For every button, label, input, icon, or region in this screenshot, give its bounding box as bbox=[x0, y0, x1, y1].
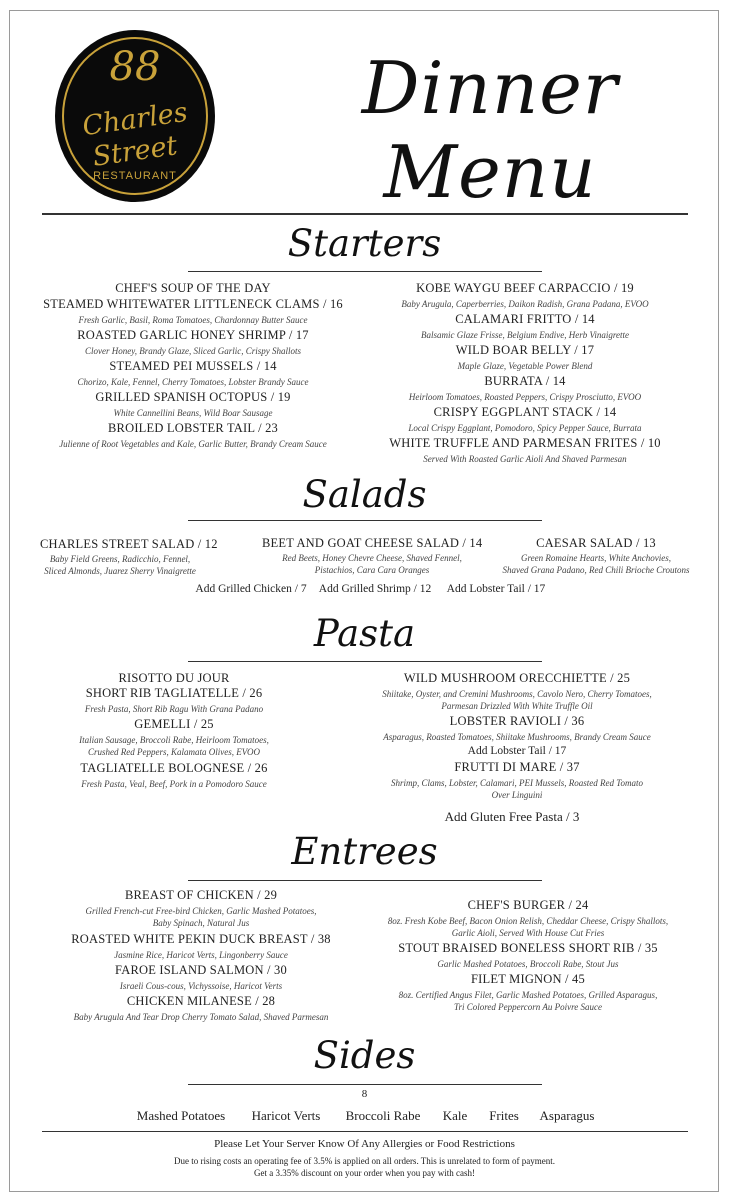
side-item: Haricot Verts bbox=[251, 1108, 321, 1123]
starter-item-name: BROILED LOBSTER TAIL / 23 bbox=[108, 421, 278, 435]
footer-divider bbox=[42, 1131, 688, 1132]
cash-discount-notice: Get a 3.35% discount on your order when you pay with cash! bbox=[254, 1168, 475, 1178]
entree-item-desc: Garlic Aioli, Served With House Cut Fries bbox=[451, 928, 605, 938]
entrees-divider bbox=[188, 880, 542, 881]
entree-item-desc: Grilled French-cut Free-bird Chicken, Garlic Mashed Potatoes, bbox=[85, 906, 317, 916]
entree-item-desc: 8oz. Certified Angus Filet, Garlic Mashed Potatoes, Grilled Asparagus, bbox=[398, 990, 658, 1000]
starter-item-desc: Heirloom Tomatoes, Roasted Peppers, Crispy Prosciutto, EVOO bbox=[408, 392, 642, 402]
salad-item-desc: Green Romaine Hearts, White Anchovies, bbox=[521, 553, 671, 563]
salad-item-name: BEET AND GOAT CHEESE SALAD / 14 bbox=[262, 536, 483, 550]
entree-item-desc: Israeli Cous-cous, Vichyssoise, Haricot Verts bbox=[119, 981, 283, 991]
pasta-item-desc: Asparagus, Roasted Tomatoes, Shiitake Mushrooms, Brandy Cream Sauce bbox=[383, 732, 651, 742]
salads-heading: Salads bbox=[302, 473, 427, 516]
menu-title: Dinner Menu bbox=[361, 46, 619, 214]
entree-item-name: FILET MIGNON / 45 bbox=[471, 972, 585, 986]
starters-heading: Starters bbox=[287, 222, 442, 265]
pasta-item-desc: Crushed Red Peppers, Kalamata Olives, EVOO bbox=[88, 747, 260, 757]
salad-item-desc: Sliced Almonds, Juarez Sherry Vinaigrette bbox=[44, 566, 196, 576]
starter-item-name: BURRATA / 14 bbox=[484, 374, 566, 388]
pasta-item-name: GEMELLI / 25 bbox=[134, 717, 214, 731]
side-item: Broccoli Rabe bbox=[345, 1108, 421, 1123]
starter-item-desc: White Cannellini Beans, Wild Boar Sausage bbox=[113, 408, 273, 418]
pasta-divider bbox=[188, 661, 542, 662]
entree-item-name: FAROE ISLAND SALMON / 30 bbox=[115, 963, 287, 977]
salad-item-desc: Shaved Grana Padano, Red Chili Brioche Croutons bbox=[502, 565, 690, 575]
entree-item-desc: Baby Arugula And Tear Drop Cherry Tomato Salad, Shaved Parmesan bbox=[73, 1012, 329, 1022]
starter-item-desc: Baby Arugula, Caperberries, Daikon Radish, Grana Padana, EVOO bbox=[401, 299, 649, 309]
starter-item-name: WILD BOAR BELLY / 17 bbox=[455, 343, 595, 357]
side-item: Mashed Potatoes bbox=[136, 1108, 226, 1123]
starters-divider bbox=[188, 271, 542, 272]
pasta-item-name: RISOTTO DU JOUR bbox=[118, 671, 230, 685]
starter-item-desc: Balsamic Glaze Frisse, Belgium Endive, Herb Vinaigrette bbox=[421, 330, 629, 340]
pasta-item-name: SHORT RIB TAGLIATELLE / 26 bbox=[85, 686, 263, 700]
operating-fee-notice: Due to rising costs an operating fee of 3.5% is applied on all orders. This is unrelated to form of payment. bbox=[174, 1156, 555, 1166]
starter-item-desc: Fresh Garlic, Basil, Roma Tomatoes, Chardonnay Butter Sauce bbox=[78, 315, 308, 325]
salad-item-desc: Red Beets, Honey Chevre Cheese, Shaved Fennel, bbox=[282, 553, 462, 563]
entree-item-name: STOUT BRAISED BONELESS SHORT RIB / 35 bbox=[398, 941, 658, 955]
entrees-heading: Entrees bbox=[291, 830, 438, 873]
pasta-heading: Pasta bbox=[313, 612, 416, 655]
starter-item-name: STEAMED PEI MUSSELS / 14 bbox=[109, 359, 277, 373]
starter-item-desc: Maple Glaze, Vegetable Power Blend bbox=[457, 361, 593, 371]
starter-item-name: CRISPY EGGPLANT STACK / 14 bbox=[433, 405, 617, 419]
side-item: Frites bbox=[489, 1108, 519, 1123]
sides-divider bbox=[188, 1084, 542, 1085]
salad-addon: Add Lobster Tail / 17 bbox=[446, 583, 546, 595]
title-divider bbox=[42, 213, 688, 215]
restaurant-logo bbox=[55, 30, 215, 202]
entree-item-name: ROASTED WHITE PEKIN DUCK BREAST / 38 bbox=[71, 932, 331, 946]
starter-item-name: CHEF'S SOUP OF THE DAY bbox=[115, 281, 271, 295]
starter-item-name: ROASTED GARLIC HONEY SHRIMP / 17 bbox=[77, 328, 309, 342]
salad-addon: Add Grilled Chicken / 7 bbox=[195, 583, 307, 595]
starter-item-name: WHITE TRUFFLE AND PARMESAN FRITES / 10 bbox=[389, 436, 661, 450]
pasta-item-desc: Over Linguini bbox=[491, 790, 543, 800]
pasta-item-desc: Parmesan Drizzled With White Truffle Oil bbox=[441, 701, 593, 711]
side-item: Kale bbox=[442, 1108, 468, 1123]
salad-item-name: CHARLES STREET SALAD / 12 bbox=[40, 537, 218, 551]
logo-number: 88 bbox=[109, 44, 161, 90]
entree-item-name: BREAST OF CHICKEN / 29 bbox=[124, 888, 278, 902]
pasta-item-desc: Italian Sausage, Broccoli Rabe, Heirloom Tomatoes, bbox=[79, 735, 269, 745]
logo-line-1: Charles bbox=[80, 96, 190, 143]
starter-item-name: KOBE WAYGU BEEF CARPACCIO / 19 bbox=[416, 281, 634, 295]
starter-item-name: STEAMED WHITEWATER LITTLENECK CLAMS / 16 bbox=[43, 297, 343, 311]
pasta-item-name: WILD MUSHROOM ORECCHIETTE / 25 bbox=[403, 671, 631, 685]
sides-heading: Sides bbox=[313, 1034, 416, 1077]
entree-item-name: CHEF'S BURGER / 24 bbox=[467, 898, 589, 912]
allergy-notice: Please Let Your Server Know Of Any Allergies or Food Restrictions bbox=[214, 1138, 515, 1150]
entree-item-desc: Garlic Mashed Potatoes, Broccoli Rabe, Stout Jus bbox=[437, 959, 619, 969]
entree-item-desc: Jasmine Rice, Haricot Verts, Lingonberry Sauce bbox=[114, 950, 288, 960]
starter-item-name: CALAMARI FRITTO / 14 bbox=[455, 312, 595, 326]
starter-item-desc: Julienne of Root Vegetables and Kale, Garlic Butter, Brandy Cream Sauce bbox=[59, 439, 327, 449]
logo-line-2: Street bbox=[90, 130, 180, 173]
gluten-free-addon: Add Gluten Free Pasta / 3 bbox=[444, 809, 580, 824]
pasta-item-desc: Shiitake, Oyster, and Cremini Mushrooms, Cavolo Nero, Cherry Tomatoes, bbox=[382, 689, 652, 699]
starter-item-desc: Chorizo, Kale, Fennel, Cherry Tomatoes, Lobster Brandy Sauce bbox=[77, 377, 309, 387]
pasta-item-name: TAGLIATELLE BOLOGNESE / 26 bbox=[80, 761, 268, 775]
pasta-item-name: LOBSTER RAVIOLI / 36 bbox=[449, 714, 585, 728]
salad-item-name: CAESAR SALAD / 13 bbox=[536, 536, 656, 550]
pasta-item-desc: Shrimp, Clams, Lobster, Calamari, PEI Mussels, Roasted Red Tomato bbox=[391, 778, 643, 788]
entree-item-desc: Baby Spinach, Natural Jus bbox=[152, 918, 250, 928]
entree-item-desc: Tri Colored Peppercorn Au Poivre Sauce bbox=[453, 1002, 603, 1012]
pasta-addon: Add Lobster Tail / 17 bbox=[467, 745, 567, 757]
side-item: Asparagus bbox=[539, 1108, 595, 1123]
starter-item-name: GRILLED SPANISH OCTOPUS / 19 bbox=[95, 390, 291, 404]
pasta-item-name: FRUTTI DI MARE / 37 bbox=[454, 760, 580, 774]
pasta-item-desc: Fresh Pasta, Short Rib Ragu With Grana Padano bbox=[84, 704, 264, 714]
salads-divider bbox=[188, 520, 542, 521]
logo-subtitle: RESTAURANT bbox=[93, 170, 177, 182]
entree-item-name: CHICKEN MILANESE / 28 bbox=[126, 994, 276, 1008]
starter-item-desc: Served With Roasted Garlic Aioli And Shaved Parmesan bbox=[423, 454, 627, 464]
entree-item-desc: 8oz. Fresh Kobe Beef, Bacon Onion Relish, Cheddar Cheese, Crispy Shallots, bbox=[387, 916, 669, 926]
starter-item-desc: Clover Honey, Brandy Glaze, Sliced Garlic, Crispy Shallots bbox=[85, 346, 301, 356]
salad-item-desc: Pistachios, Cara Cara Oranges bbox=[314, 565, 430, 575]
salad-addon: Add Grilled Shrimp / 12 bbox=[318, 583, 432, 595]
pasta-item-desc: Fresh Pasta, Veal, Beef, Pork in a Pomodoro Sauce bbox=[81, 779, 267, 789]
sides-price: 8 bbox=[361, 1088, 368, 1100]
starter-item-desc: Local Crispy Eggplant, Pomodoro, Spicy Pepper Sauce, Burrata bbox=[408, 423, 642, 433]
salad-item-desc: Baby Field Greens, Radicchio, Fennel, bbox=[49, 554, 191, 564]
